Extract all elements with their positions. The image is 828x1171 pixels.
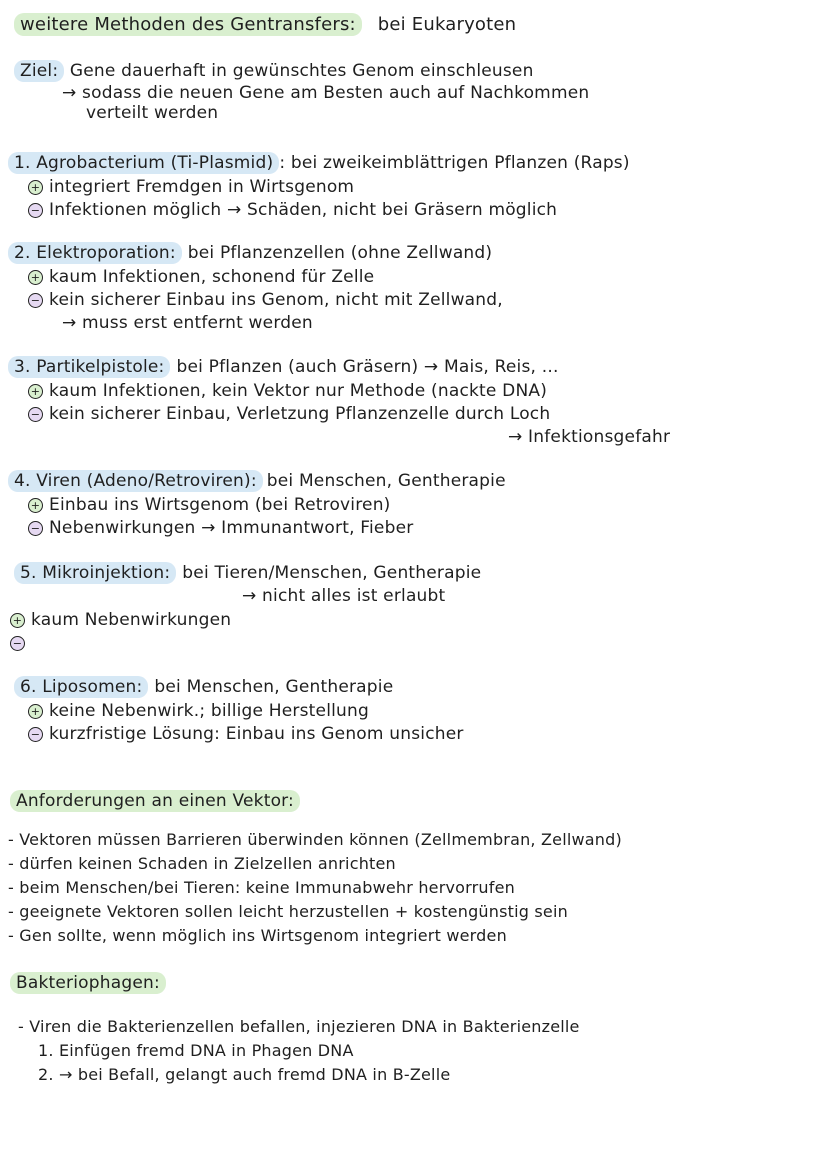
method-6-rest: bei Menschen, Gentherapie xyxy=(154,677,394,697)
method-5-plus-text: kaum Nebenwirkungen xyxy=(31,610,232,630)
method-5-rest: bei Tieren/Menschen, Gentherapie xyxy=(182,563,482,583)
requirement-item: - dürfen keinen Schaden in Zielzellen anrichten xyxy=(8,854,396,873)
plus-icon: + xyxy=(10,613,25,628)
phages-item: 1. Einfügen fremd DNA in Phagen DNA xyxy=(38,1041,354,1060)
method-5-heading xyxy=(14,562,481,584)
method-6-plus xyxy=(28,700,369,722)
goal-line xyxy=(14,60,534,82)
plus-icon: + xyxy=(28,704,43,719)
plus-icon: + xyxy=(28,270,43,285)
method-2-plus-text: kaum Infektionen, schonend für Zelle xyxy=(49,267,375,287)
method-2-title: 2. Elektroporation: xyxy=(8,242,182,264)
method-3-minus xyxy=(28,403,550,425)
plus-icon: + xyxy=(28,180,43,195)
method-4-title: 4. Viren (Adeno/Retroviren): xyxy=(8,470,263,492)
method-4-minus xyxy=(28,517,413,539)
method-4-heading xyxy=(8,470,506,492)
method-5-minus xyxy=(10,632,31,654)
method-1-rest: : bei zweikeimblättrigen Pflanzen (Raps) xyxy=(279,153,630,173)
method-4-rest: bei Menschen, Gentherapie xyxy=(266,471,506,491)
method-1-minus xyxy=(28,199,557,221)
method-4-plus-text: Einbau ins Wirtsgenom (bei Retroviren) xyxy=(49,495,391,515)
method-2-heading xyxy=(8,242,492,264)
minus-icon: − xyxy=(28,203,43,218)
minus-icon: − xyxy=(28,407,43,422)
goal-label: Ziel: xyxy=(14,60,64,82)
method-2-rest: bei Pflanzenzellen (ohne Zellwand) xyxy=(187,243,493,263)
page-title xyxy=(14,14,516,36)
phages-heading-text: Bakteriophagen: xyxy=(10,972,166,994)
method-1-plus xyxy=(28,176,354,198)
method-6-plus-text: keine Nebenwirk.; billige Herstellung xyxy=(49,701,369,721)
phages-heading xyxy=(10,972,166,994)
phages-item: - Viren die Bakterienzellen befallen, injezieren DNA in Bakterienzelle xyxy=(18,1017,580,1036)
goal-line-2: → sodass die neuen Gene am Besten auch auf Nachkommen xyxy=(62,83,590,103)
method-3-title: 3. Partikelpistole: xyxy=(8,356,170,378)
method-6-minus xyxy=(28,723,464,745)
requirement-item: - Vektoren müssen Barrieren überwinden können (Zellmembran, Zellwand) xyxy=(8,830,622,849)
minus-icon: − xyxy=(28,521,43,536)
method-6-heading xyxy=(14,676,393,698)
method-3-rest: bei Pflanzen (auch Gräsern) → Mais, Reis, ... xyxy=(176,357,559,377)
minus-icon: − xyxy=(28,293,43,308)
method-5-rest-2: → nicht alles ist erlaubt xyxy=(242,586,446,606)
goal-line-3: verteilt werden xyxy=(86,103,219,123)
method-2-minus-2: → muss erst entfernt werden xyxy=(62,313,313,333)
method-1-minus-text: Infektionen möglich → Schäden, nicht bei Gräsern möglich xyxy=(49,200,558,220)
method-3-plus xyxy=(28,380,547,402)
method-1-title: 1. Agrobacterium (Ti-Plasmid) xyxy=(8,152,279,174)
method-3-minus-2: → Infektionsgefahr xyxy=(508,427,671,447)
requirement-item: - geeignete Vektoren sollen leicht herzustellen + kostengünstig sein xyxy=(8,902,568,921)
method-4-minus-text: Nebenwirkungen → Immunantwort, Fieber xyxy=(49,518,414,538)
phages-item: 2. → bei Befall, gelangt auch fremd DNA in B-Zelle xyxy=(38,1065,451,1084)
method-4-plus xyxy=(28,494,391,516)
minus-icon: − xyxy=(28,727,43,742)
requirements-heading xyxy=(10,790,300,812)
method-6-minus-text: kurzfristige Lösung: Einbau ins Genom unsicher xyxy=(49,724,464,744)
plus-icon: + xyxy=(28,384,43,399)
method-1-plus-text: integriert Fremdgen in Wirtsgenom xyxy=(49,177,355,197)
requirement-item: - beim Menschen/bei Tieren: keine Immunabwehr hervorrufen xyxy=(8,878,515,897)
method-5-plus xyxy=(10,609,231,631)
requirements-heading-text: Anforderungen an einen Vektor: xyxy=(10,790,300,812)
minus-icon: − xyxy=(10,636,25,651)
title-highlight: weitere Methoden des Gentransfers: xyxy=(14,13,362,36)
goal-text: Gene dauerhaft in gewünschtes Genom einschleusen xyxy=(69,61,534,81)
method-6-title: 6. Liposomen: xyxy=(14,676,148,698)
title-rest: bei Eukaryoten xyxy=(377,14,517,35)
method-2-minus xyxy=(28,289,503,311)
method-3-plus-text: kaum Infektionen, kein Vektor nur Methode (nackte DNA) xyxy=(49,381,548,401)
method-3-minus-text: kein sicherer Einbau, Verletzung Pflanzenzelle durch Loch xyxy=(49,404,551,424)
method-2-plus xyxy=(28,266,374,288)
method-5-title: 5. Mikroinjektion: xyxy=(14,562,176,584)
method-2-minus-text: kein sicherer Einbau ins Genom, nicht mit Zellwand, xyxy=(49,290,503,310)
method-3-heading xyxy=(8,356,559,378)
plus-icon: + xyxy=(28,498,43,513)
method-1-heading xyxy=(8,152,630,174)
requirement-item: - Gen sollte, wenn möglich ins Wirtsgenom integriert werden xyxy=(8,926,507,945)
